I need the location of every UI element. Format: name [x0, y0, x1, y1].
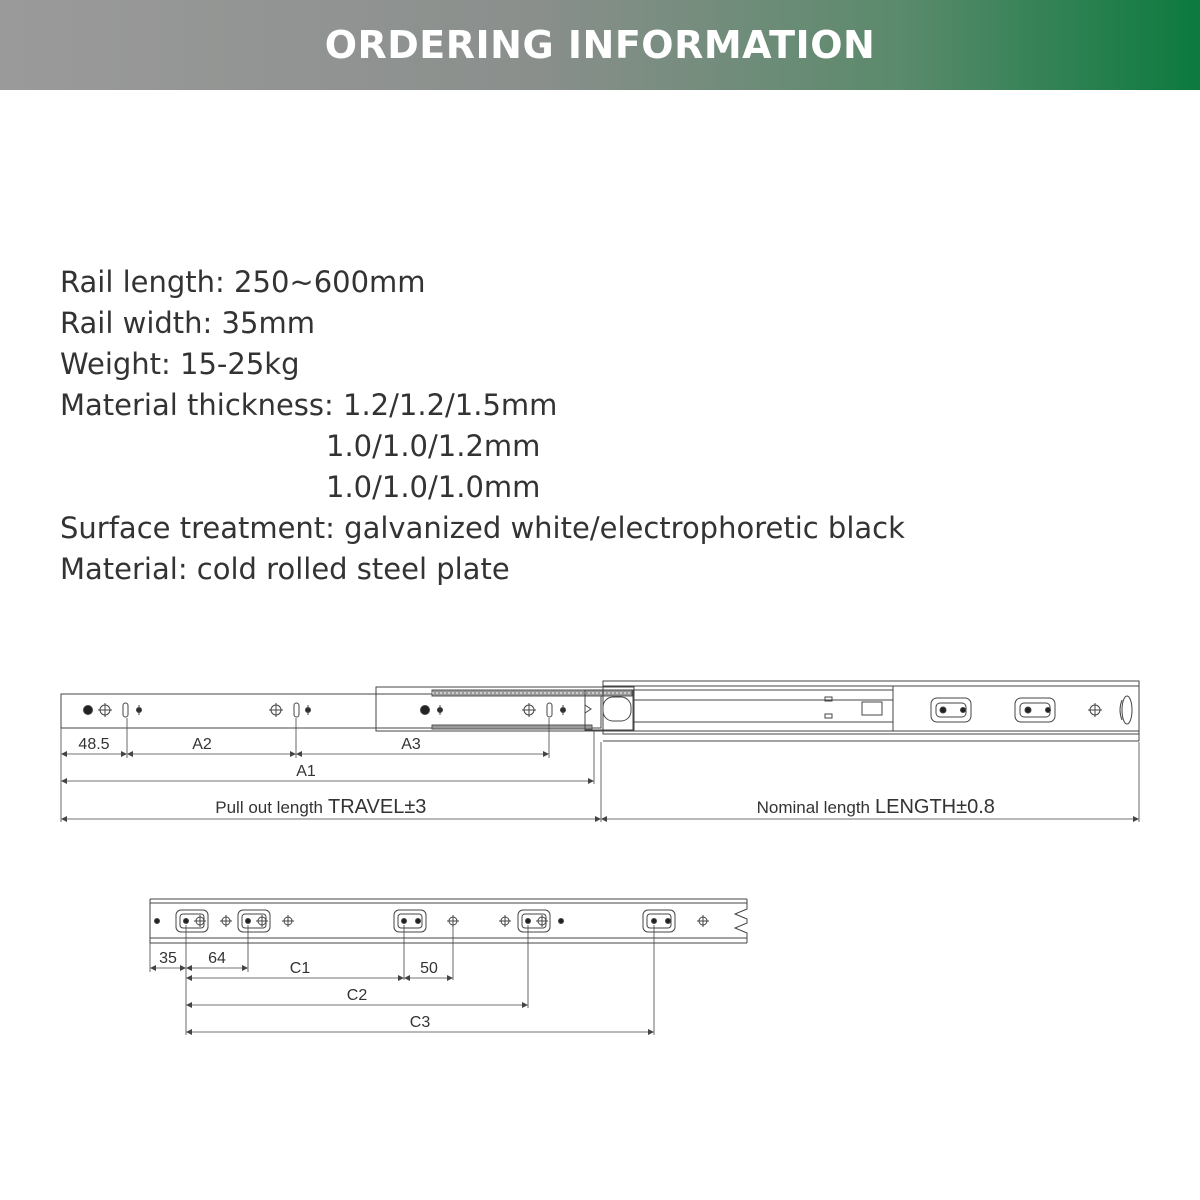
- spec-weight: Weight: 15-25kg: [60, 347, 300, 381]
- inner-member: [61, 694, 601, 728]
- travel-tolerance: TRAVEL±3: [328, 796, 427, 818]
- bottom-dimension-labels: [159, 950, 438, 1031]
- dim-50: 50: [420, 960, 438, 977]
- spec-rail-width: Rail width: 35mm: [60, 306, 315, 340]
- top-rail-holes: [84, 698, 1103, 722]
- dim-c1: C1: [289, 960, 311, 977]
- spec-surface-treatment: Surface treatment: galvanized white/electrophoretic black: [60, 511, 905, 545]
- bottom-rail-holes: [155, 910, 710, 932]
- dim-64: 64: [208, 950, 226, 967]
- dim-a3: A3: [401, 736, 421, 753]
- nominal-length-label: Nominal length: [756, 798, 870, 817]
- dim-35: 35: [159, 950, 177, 967]
- pull-out-length-label: Pull out length: [215, 798, 323, 817]
- spec-thickness-2: 1.0/1.0/1.2mm: [326, 429, 541, 463]
- length-tolerance: LENGTH±0.8: [875, 796, 995, 818]
- top-dimension-labels: [78, 736, 994, 818]
- outer-member: [603, 681, 1139, 734]
- spec-thickness-1: Material thickness: 1.2/1.2/1.5mm: [60, 388, 558, 422]
- mounting-hole: [84, 706, 93, 715]
- dim-a2: A2: [192, 736, 212, 753]
- dim-c2: C2: [346, 987, 368, 1004]
- spec-rail-length: Rail length: 250~600mm: [60, 265, 426, 299]
- bottom-dimension-lines: [150, 925, 654, 1035]
- spec-material: Material: cold rolled steel plate: [60, 552, 510, 586]
- dim-48-5: 48.5: [78, 736, 110, 753]
- dim-a1: A1: [296, 763, 316, 780]
- extended-slide-drawing: [61, 681, 1139, 741]
- page-title: ORDERING INFORMATION: [324, 23, 876, 67]
- dim-c3: C3: [409, 1014, 431, 1031]
- spec-thickness-3: 1.0/1.0/1.0mm: [326, 470, 541, 504]
